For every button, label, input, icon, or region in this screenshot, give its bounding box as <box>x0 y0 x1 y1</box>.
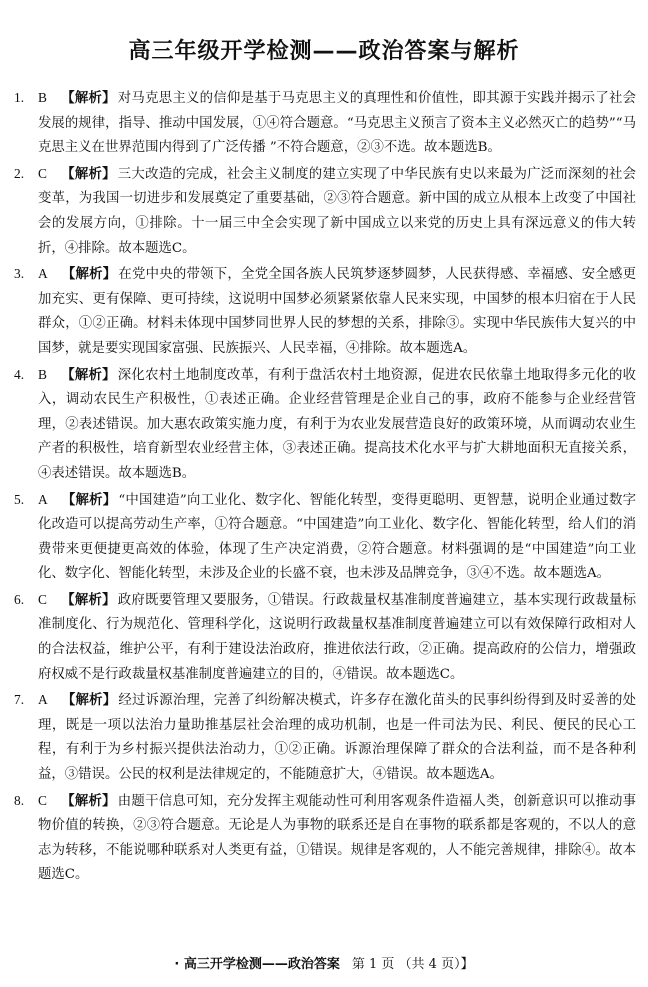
analysis-tag: 【解析】 <box>60 592 116 608</box>
analysis-tag: 【解析】 <box>60 166 116 182</box>
answer-item-3 <box>14 262 636 361</box>
analysis-tag: 【解析】 <box>61 267 117 283</box>
item-number: 6. <box>14 591 25 607</box>
analysis-tag: 【解析】 <box>61 693 117 709</box>
item-number: 1. <box>14 90 25 105</box>
analysis-text: 在党中央的带领下，全党全国各族人民筑梦逐梦圆梦，人民获得感、幸福感、安全感更加充实、更有保障、更可持续，这说明中国梦必须紧紧依靠人民来实现，中国梦的根本归宿在于人民群众，①②正确。材料未体现中国梦同世界人民的梦想的关系，排除③。实现中华民族伟大复兴的中国梦，就是要实现国家富强、民族振兴、人民幸福，④排除。故本题选A。 <box>38 267 637 356</box>
item-answer: B <box>38 90 47 105</box>
analysis-tag: 【解析】 <box>60 793 116 809</box>
analysis-text: 政府既要管理又要服务，①错误。行政裁量权基准制度普遍建立，基本实现行政裁量标准制度化、行为规范化、管理科学化，这说明行政裁量权基准制度普遍建立可以有效保障行政相对人的合法权益，维护公平，有利于建设法治政府，推进依法行政，②正确。提高政府的公信力，增强政府权威不是行政裁量权基准制度普遍建立的目的，④错误。故本题选C。 <box>38 592 637 682</box>
item-answer: C <box>38 591 47 607</box>
answer-item-5 <box>14 488 636 587</box>
answer-item-1 <box>14 86 636 161</box>
analysis-text: 经过诉源治理，完善了纠纷解决模式，许多存在激化苗头的民事纠纷得到及时妥善的处理，既是一项以法治力量助推基层社会治理的成功机制，也是一件司法为民、利民、便民的民心工程，有利于为乡村振兴提供法治动力，①②正确。诉源治理保障了群众的合法利益，而不是各种利益，③错误。公民的权利是法律规定的，不能随意扩大，④错误。故本题选A。 <box>38 693 637 783</box>
page-footer <box>0 953 648 972</box>
item-answer: A <box>38 692 48 708</box>
item-number: 5. <box>14 491 25 507</box>
answer-list <box>14 86 636 889</box>
answer-item-6 <box>14 588 636 687</box>
item-number: 2. <box>14 165 25 181</box>
analysis-text: “中国建造”向工业化、数字化、智能化转型，变得更聪明、更智慧，说明企业通过数字化改造可以提高劳动生产率，①符合题意。“中国建造”向工业化、数字化、智能化转型，给人们的消费带来更便捷更高效的体验，体现了生产决定消费，②符合题意。材料强调的是“中国建造”向工业化、数字化、智能化转型，未涉及企业的长盛不衰，也未涉及品牌竞争，③④不选。故本题选A。 <box>38 492 636 582</box>
answer-item-7 <box>14 688 636 787</box>
answer-item-2 <box>14 162 636 261</box>
item-number: 3. <box>14 266 25 282</box>
analysis-text: 深化农村土地制度改革，有利于盘活农村土地资源，促进农民依靠土地取得多元化的收入，调动农民生产积极性，①表述正确。企业经营管理是企业自己的事，政府不能参与企业经营管理，②表述错误。加大惠农政策实施力度，有利于为农业发展营造良好的政策环境，从而调动农业生产者的积极性，培育新型农业经营主体，③表述正确。提高技术化水平与扩大耕地面积无直接关系，④表述错误。故本题选B。 <box>38 367 637 481</box>
footer-title: · 高三开学检测——政治答案 <box>174 957 340 972</box>
item-number: 7. <box>14 692 25 708</box>
analysis-text: 对马克思主义的信仰是基于马克思主义的真理性和价值性，即其源于实践并揭示了社会发展的规律，指导、推动中国发展，①④符合题意。“马克思主义预言了资本主义必然灭亡的趋势”“马克思主义在世界范围内得到了广泛传播 ”不符合题意，②③不选。故本题选B。 <box>38 91 637 156</box>
analysis-text: 由题干信息可知，充分发挥主观能动性可利用客观条件造福人类，创新意识可以推动事物价值的转换，②③符合题意。无论是人为事物的联系还是自在事物的联系都是客观的，不以人的意志为转移，不能说哪种联系对人类更有益，①错误。规律是客观的，人不能完善规律，排除④。故本题选C。 <box>38 793 637 883</box>
document-title: 高三年级开学检测——政治答案与解析 <box>128 39 520 64</box>
item-answer: C <box>38 792 47 808</box>
item-answer: B <box>38 366 47 382</box>
answer-item-8 <box>14 789 636 888</box>
analysis-tag: 【解析】 <box>61 492 117 508</box>
answer-item-4 <box>14 363 636 487</box>
analysis-tag: 【解析】 <box>60 91 116 106</box>
analysis-text: 三大改造的完成，社会主义制度的建立实现了中华民族有史以来最为广泛而深刻的社会变革，为我国一切进步和发展奠定了重要基础，②③符合题意。新中国的成立从根本上改变了中国社会的发展方向，①排除。十一届三中全会实现了新中国成立以来党的历史上具有深远意义的伟大转折，④排除。故本题选C。 <box>38 166 637 256</box>
item-answer: A <box>38 266 48 282</box>
item-number: 8. <box>14 792 25 808</box>
item-number: 4. <box>14 366 25 382</box>
item-answer: A <box>38 491 48 507</box>
page-number: 第 1 页 （共 4 页）】 <box>351 957 474 972</box>
analysis-tag: 【解析】 <box>60 367 116 383</box>
item-answer: C <box>38 165 47 181</box>
